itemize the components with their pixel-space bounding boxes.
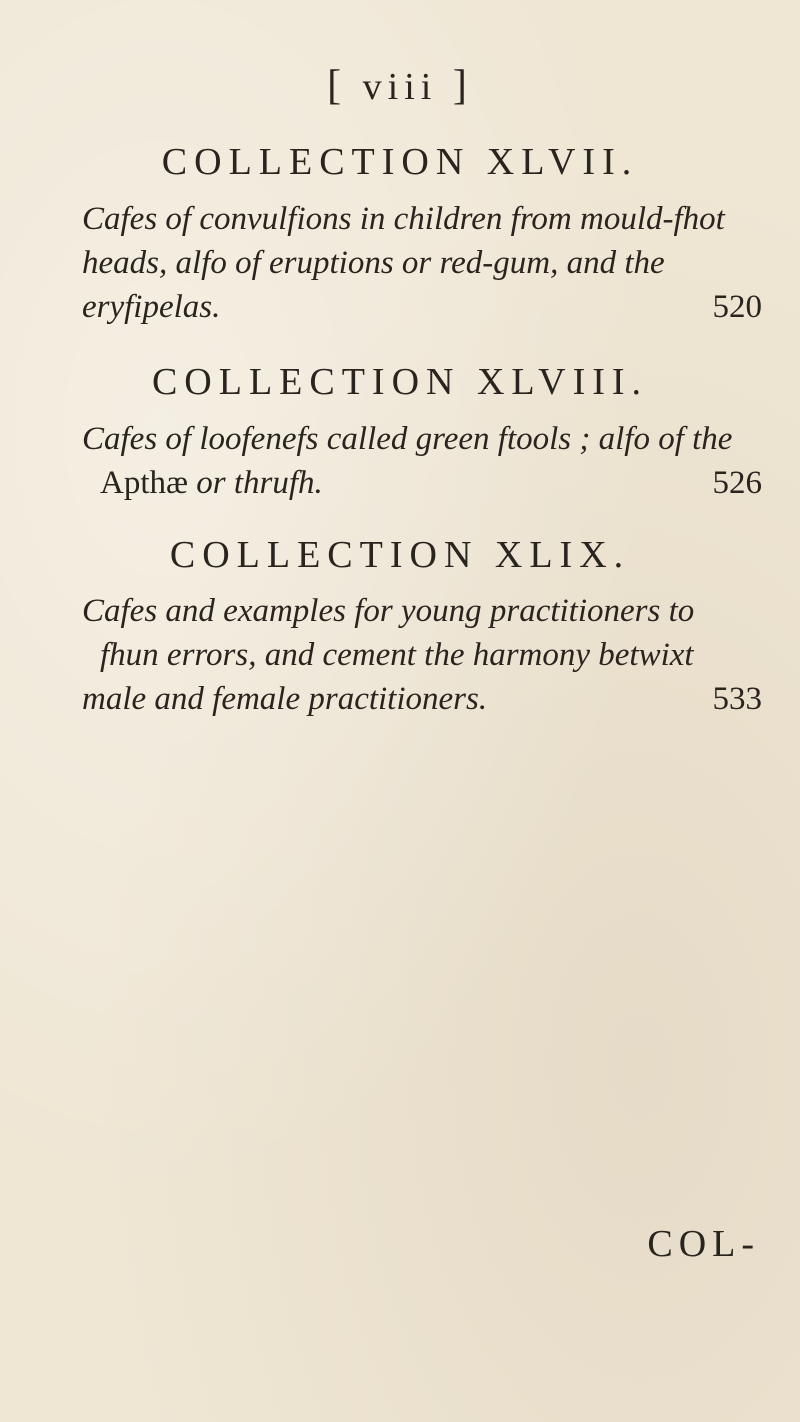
entry-line-text: male and female practitioners. bbox=[82, 681, 488, 717]
entry-upright-word: Apthæ bbox=[100, 465, 189, 501]
page-reference: 533 bbox=[712, 681, 762, 717]
collection-entry-47 bbox=[82, 197, 762, 329]
collection-heading-47: COLLECTION XLVII. bbox=[161, 141, 639, 183]
entry-line-text: eryfipelas. bbox=[82, 289, 221, 325]
entry-line-last bbox=[82, 677, 762, 721]
page-reference: 526 bbox=[712, 465, 762, 501]
catchword: COL- bbox=[647, 1223, 760, 1265]
page-folio bbox=[0, 62, 800, 110]
folio-number: viii bbox=[362, 66, 438, 108]
collection-entry-48 bbox=[82, 417, 762, 505]
entry-line: fhun errors, and cement the harmony betwixt bbox=[100, 637, 694, 673]
entry-line: heads, alfo of eruptions or red-gum, and the bbox=[82, 245, 665, 281]
entry-line-last bbox=[82, 461, 762, 505]
entry-line-text: or thrufh. bbox=[188, 465, 323, 501]
page-reference: 520 bbox=[712, 289, 762, 325]
folio-open-bracket: [ bbox=[327, 63, 348, 109]
entry-line: Cafes of convulfions in children from mould-fhot bbox=[82, 201, 725, 237]
collection-heading-49: COLLECTION XLIX. bbox=[169, 534, 631, 576]
entry-line: Cafes of loofenefs called green ftools ; alfo of the bbox=[82, 421, 733, 457]
entry-line: Cafes and examples for young practitioners to bbox=[82, 593, 695, 629]
entry-line-last bbox=[82, 285, 762, 329]
folio-close-bracket: ] bbox=[452, 63, 473, 109]
collection-entry-49 bbox=[82, 589, 762, 721]
collection-heading-48: COLLECTION XLVIII. bbox=[151, 361, 649, 403]
